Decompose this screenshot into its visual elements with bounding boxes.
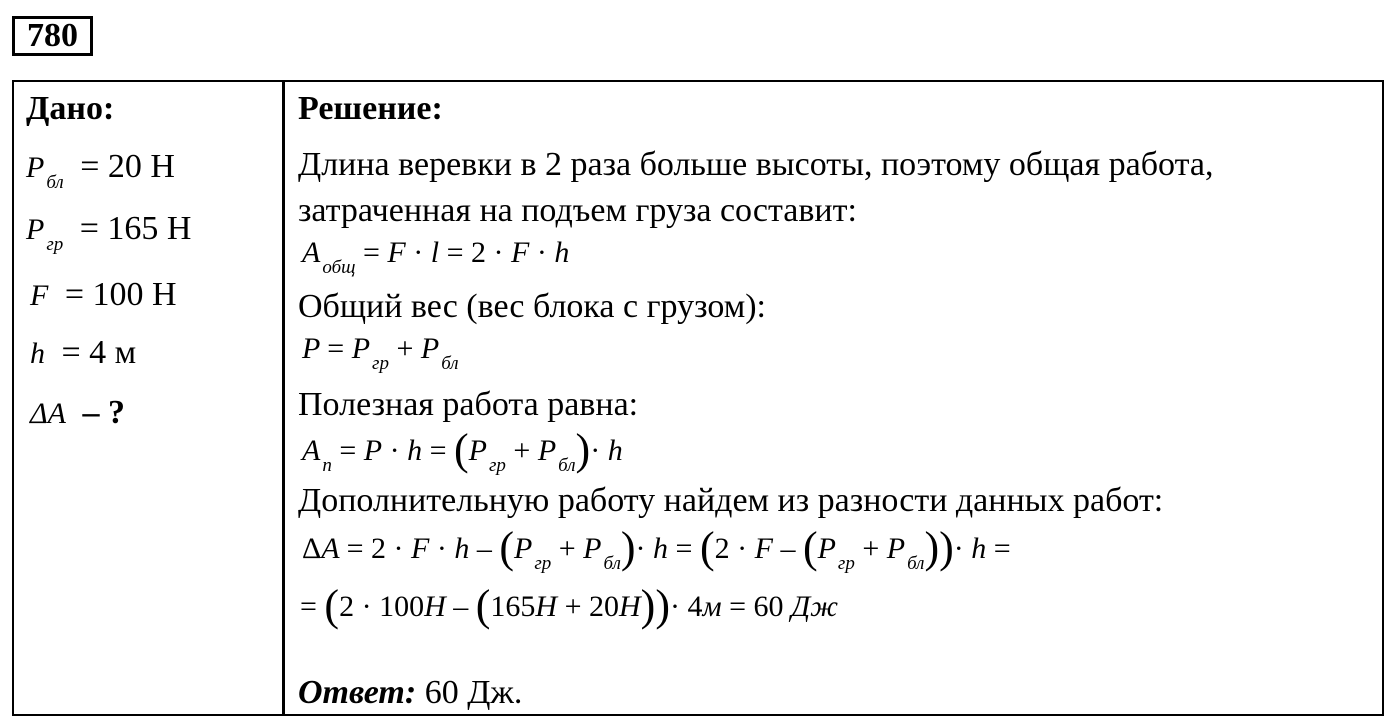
formula-extra-work-numeric: = (2 · 100H – (165H + 20H))· 4м = 60 Дж bbox=[300, 581, 839, 630]
formula-extra-work: ΔA = 2 · F · h – (P $_{гр}$ + P $_{бл}$)· h = (2 · F – (P $_{гр}$ + P $_{бл}$))· h = bbox=[302, 523, 1011, 574]
given-line-force: F = 100 Н bbox=[30, 276, 177, 313]
given-line-unknown: ΔA – ? bbox=[30, 394, 125, 431]
formula-total-weight: P = P $_{гр}$ + P $_{бл}$ bbox=[302, 332, 459, 374]
problem-number: 780 bbox=[12, 16, 93, 56]
solution-text-3: Общий вес (вес блока с грузом): bbox=[298, 288, 766, 325]
solution-text-1: Длина веревки в 2 раза больше высоты, поэтому общая работа, bbox=[298, 146, 1214, 183]
given-line-block-weight: P $_{бл}$ = 20 Н bbox=[26, 148, 175, 193]
solution-text-5: Дополнительную работу найдем из разности данных работ: bbox=[298, 482, 1164, 519]
given-title: Дано: bbox=[26, 90, 115, 127]
solution-text-2: затраченная на подъем груза составит: bbox=[298, 192, 857, 229]
answer: Ответ: 60 Дж. bbox=[298, 674, 523, 711]
given-line-height: h = 4 м bbox=[30, 334, 137, 371]
formula-total-work: A $_{общ}$ = F · l = 2 · F · h bbox=[302, 236, 570, 278]
formula-useful-work: A $_п$ = P · h = (P $_{гр}$ + P $_{бл}$)· h bbox=[302, 425, 623, 476]
given-line-load-weight: P $_{гр}$ = 165 Н bbox=[26, 210, 192, 255]
solution-text-4: Полезная работа равна: bbox=[298, 386, 639, 423]
column-divider bbox=[282, 80, 285, 716]
solution-title: Решение: bbox=[298, 90, 443, 127]
